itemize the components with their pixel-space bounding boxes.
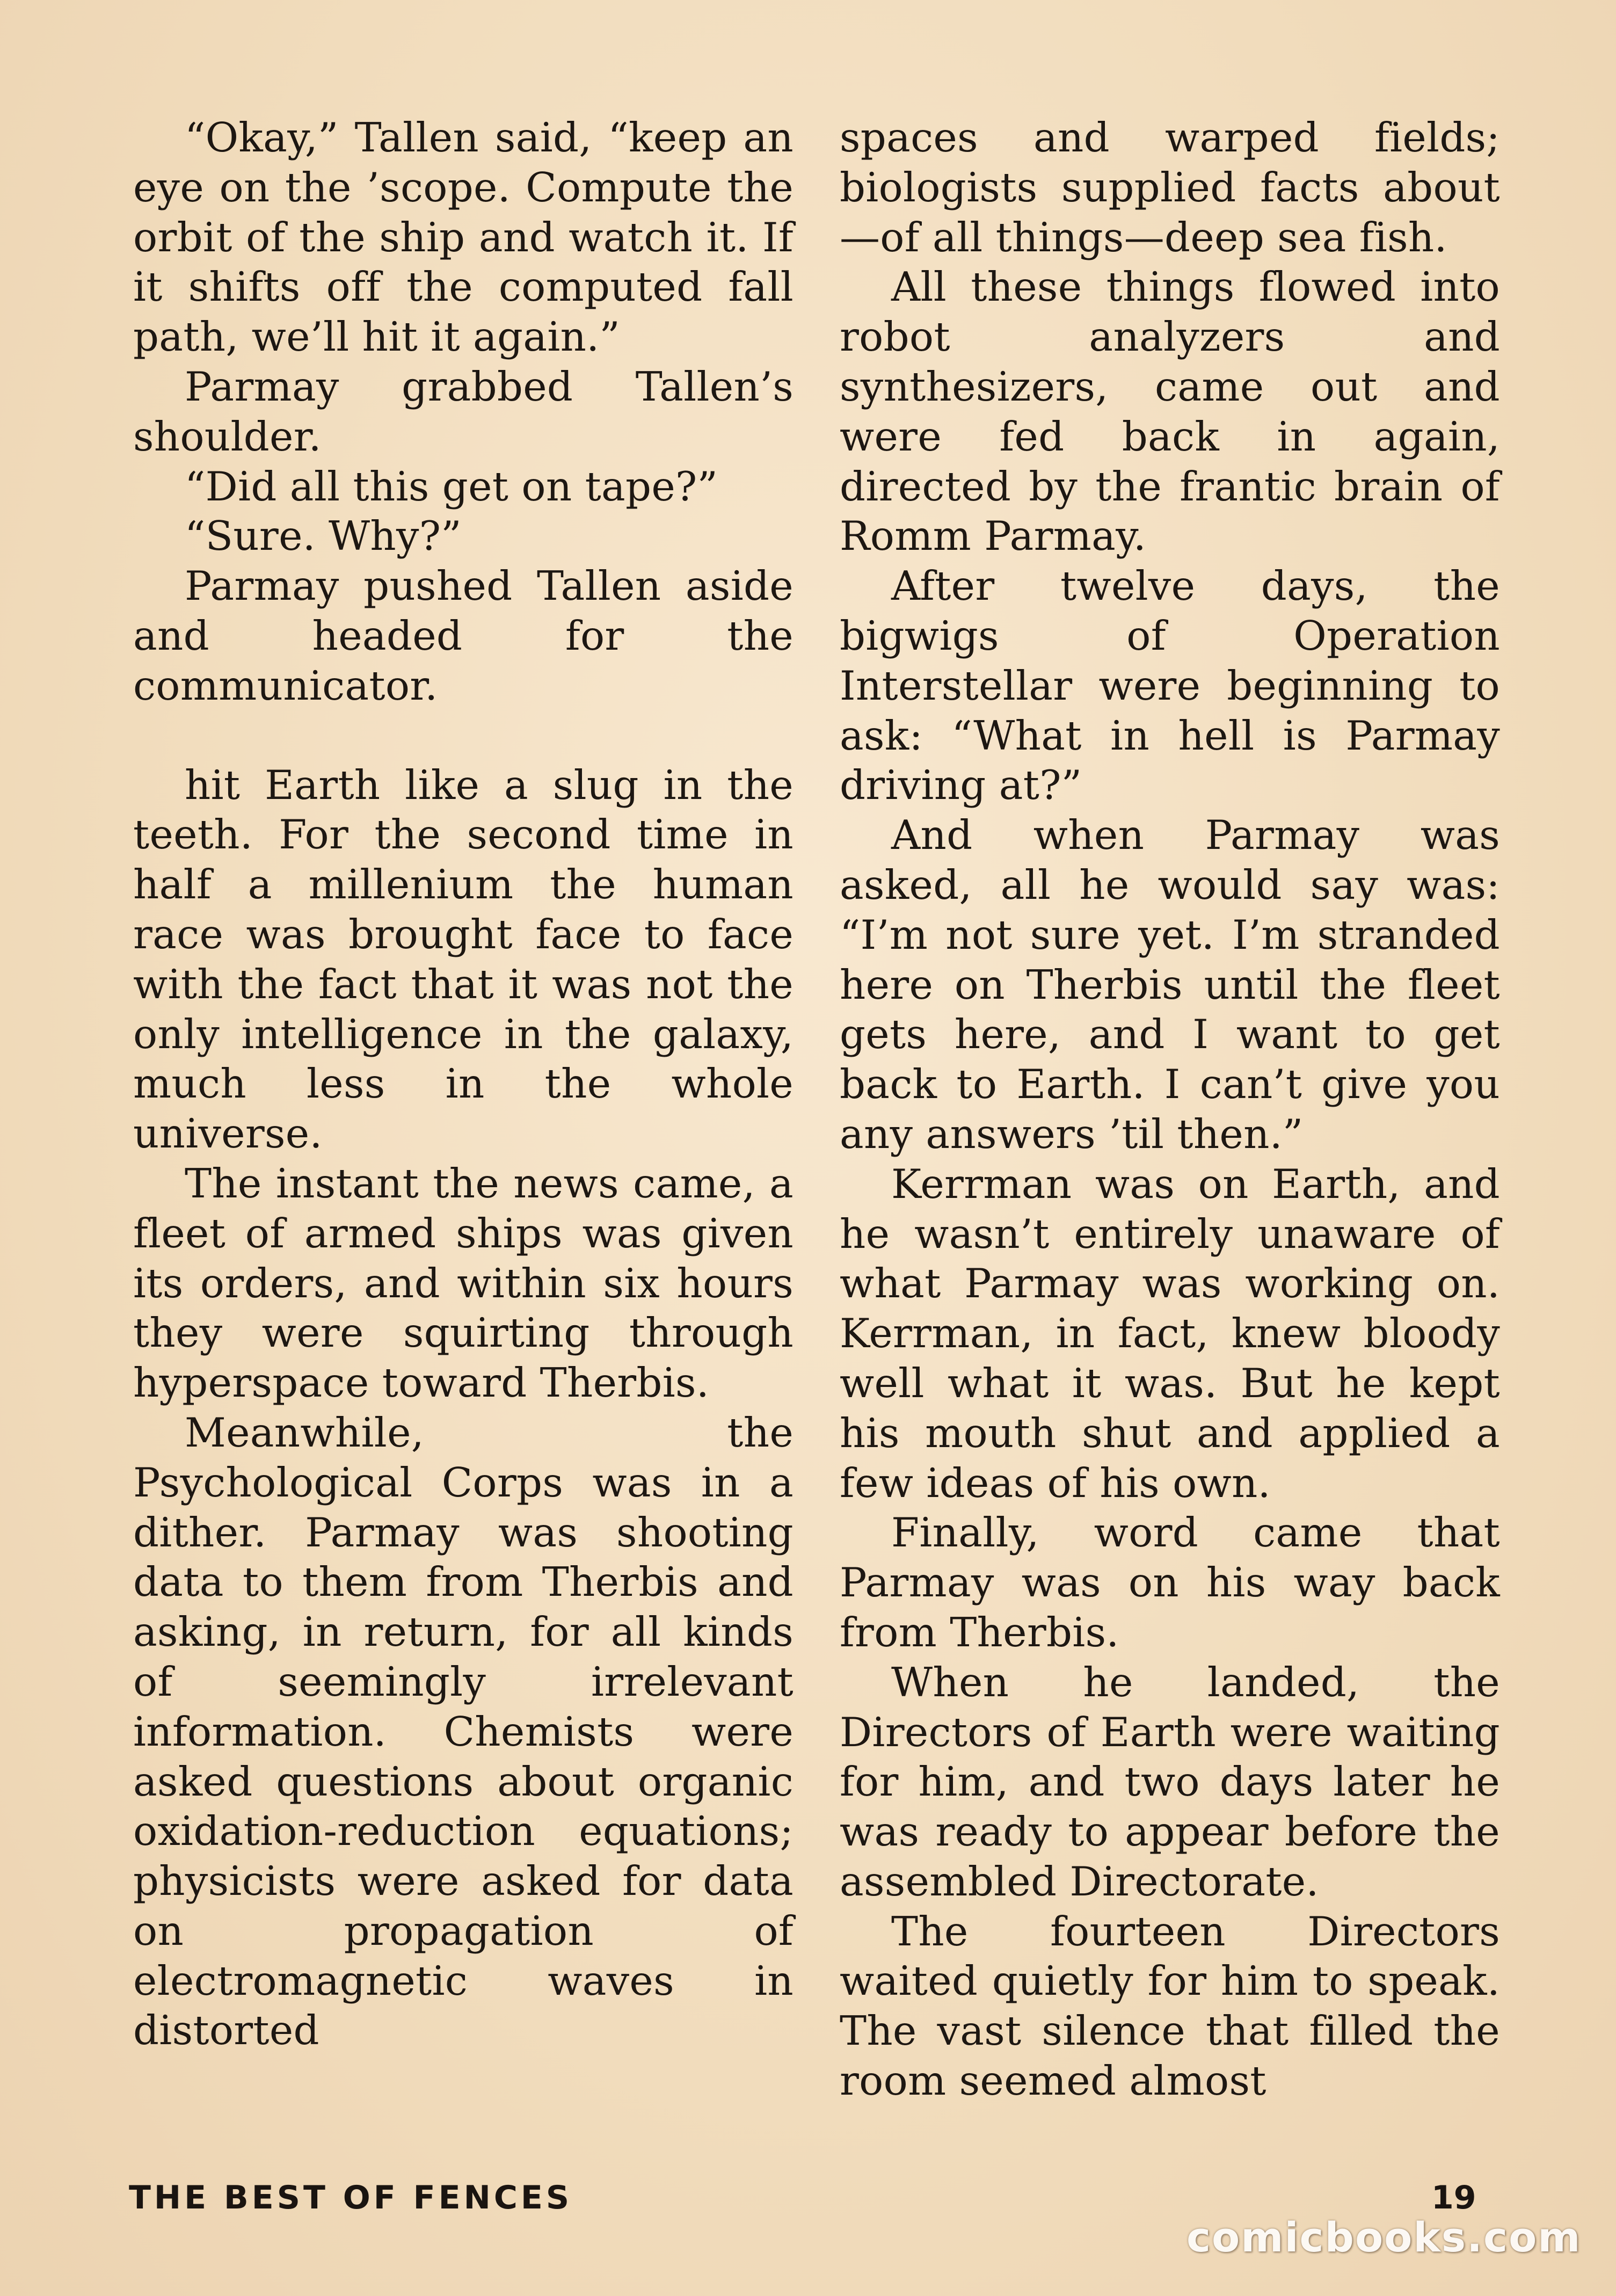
paragraph: “Did all this get on tape?” — [185, 462, 718, 510]
paragraph: “Sure. Why?” — [185, 512, 462, 560]
paragraph: “Okay,” Tallen said, “keep an eye on the ’scope. Compute the orbit of the ship and watch it. If it shifts off the computed fall path, we’ll hit it again.” — [133, 114, 794, 361]
paragraph-continued: spaces and warped fields; biologists supplied facts about —of all things—deep sea fish. — [840, 114, 1500, 261]
section-paragraph — [133, 760, 794, 1159]
paragraph: Kerrman was on Earth, and he wasn’t entirely unaware of what Parmay was working on. Kerrman, in fact, knew bloody well what it was. But he kept his mouth shut and applied a few ideas of his own. — [840, 1160, 1500, 1507]
section-paragraph-text: hit Earth like a slug in the teeth. For the second time in half a millenium the human race was brought face to face with the fact that it was not the only intelligence in the galaxy, much less in the whole universe. — [133, 761, 794, 1158]
paragraph: Parmay pushed Tallen aside and headed for the communicator. — [133, 562, 794, 709]
running-title: THE BEST OF FENCES — [129, 2179, 573, 2217]
paragraph: Parmay grabbed Tallen’s shoulder. — [133, 362, 794, 460]
paragraph: Finally, word came that Parmay was on his way back from Therbis. — [840, 1509, 1500, 1656]
page-number: 19 — [1431, 2179, 1476, 2217]
paragraph: And when Parmay was asked, all he would say was: “I’m not sure yet. I’m stranded here on Therbis until the fleet gets here, and I want to get back to Earth. I can’t give you any answers ’til then.” — [840, 811, 1500, 1158]
paragraph: When he landed, the Directors of Earth were waiting for him, and two days later he was ready to appear before the assembled Directorate. — [840, 1658, 1500, 1905]
paragraph: The instant the news came, a fleet of armed ships was given its orders, and within six hours they were squirting through hyperspace toward Therbis. — [133, 1159, 794, 1407]
text-column-right — [840, 113, 1500, 2106]
watermark: comicbooks.com — [1186, 2213, 1582, 2261]
paragraph: All these things flowed into robot analyzers and synthesizers, came out and were fed back in again, directed by the frantic brain of Romm Parmay. — [840, 263, 1500, 560]
paragraph: The fourteen Directors waited quietly for him to speak. The vast silence that filled the room seemed almost — [840, 1907, 1500, 2105]
paragraph: After twelve days, the bigwigs of Operation Interstellar were beginning to ask: “What in hell is Parmay driving at?” — [840, 562, 1500, 809]
text-column-left — [133, 113, 794, 2055]
paragraph: Meanwhile, the Psychological Corps was in a dither. Parmay was shooting data to them from Therbis and asking, in return, for all kinds of seemingly irrelevant information. Chemists were asked questions about organic oxidation-reduction equations; physicists were asked for data on propagation of electromagnetic waves in distorted — [133, 1408, 794, 2054]
